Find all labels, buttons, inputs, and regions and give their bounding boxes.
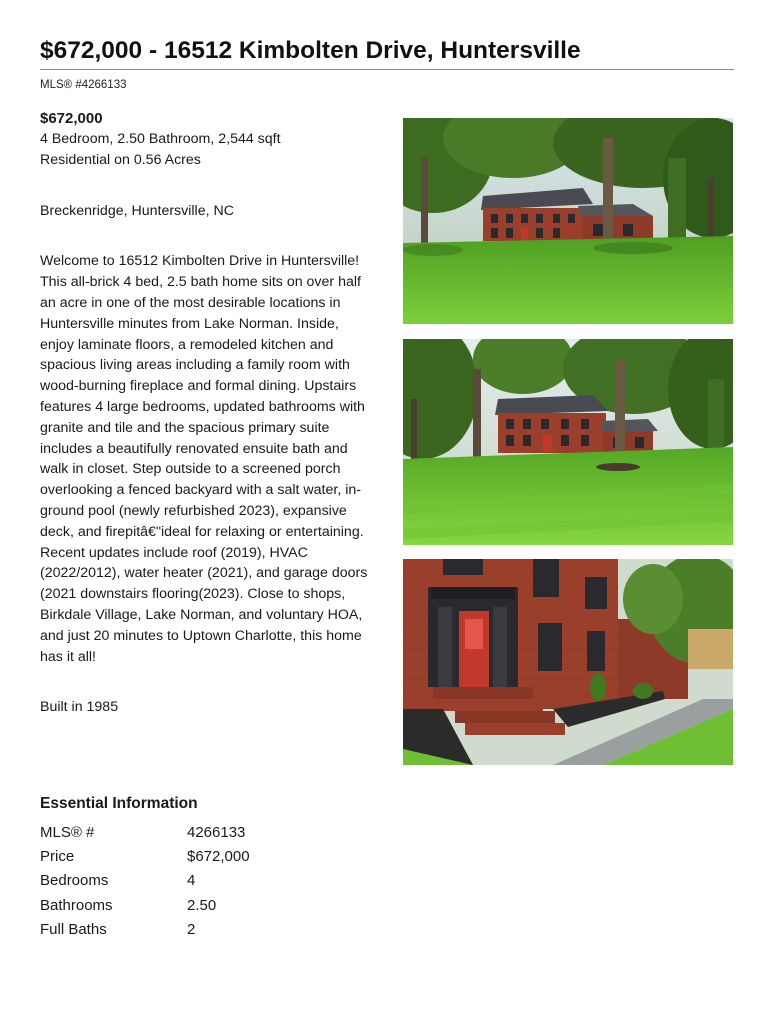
- listing-summary-beds-baths: 4 Bedroom, 2.50 Bathroom, 2,544 sqft: [40, 131, 281, 147]
- info-value: 2.50: [187, 896, 217, 914]
- listing-price: $672,000: [40, 110, 103, 127]
- info-value: 2: [187, 920, 196, 938]
- essential-heading: Essential Information: [40, 795, 198, 812]
- listing-description: Welcome to 16512 Kimbolten Drive in Huntersville! This all-brick 4 bed, 2.5 bath home sits on over half an acre in one of the most desirable locations in Huntersville minutes from Lake Norman. Inside, enjoy laminate floors, a remodeled kitchen and spacious living areas including a family room with wood-burning fireplace and formal dining. Upstairs features 4 large bedrooms, updated bathrooms with granite and tile and the spacious primary suite includes a beautifully renovated ensuite bath and walk in closet. Step outside to a screened porch overlooking a fenced backyard with a salt water, in-ground pool (newly refurbished 2023), expansive deck, and firepitâ€"ideal for relaxing or entertaining. Recent updates include roof (2019), HVAC (2022/2012), water heater (2021), and garage doors (2021 downstairs flooring(2023). Close to shops, Birkdale Village, Lake Norman, and voluntary HOA, and just 20 minutes to Uptown Charlotte, this home has it all!: [40, 253, 368, 665]
- mls-number: MLS® #4266133: [40, 79, 127, 91]
- property-photo-front-entry[interactable]: [403, 559, 733, 765]
- info-label: Bathrooms: [40, 896, 113, 914]
- info-value: 4: [187, 872, 196, 890]
- info-label: MLS® #: [40, 824, 95, 841]
- listing-year-built: Built in 1985: [40, 699, 119, 716]
- listing-details: [40, 109, 376, 718]
- info-value: 4266133: [187, 824, 246, 841]
- photo-front-exterior-image: [403, 118, 733, 324]
- info-row: [40, 821, 370, 845]
- photo-side-exterior-image: [403, 339, 733, 545]
- info-row: [40, 869, 370, 893]
- info-row: [40, 845, 370, 869]
- listing-summary-lot: Residential on 0.56 Acres: [40, 151, 201, 168]
- info-row: [40, 894, 370, 918]
- info-row: [40, 918, 370, 942]
- listing-location: Breckenridge, Huntersville, NC: [40, 202, 234, 219]
- info-label: Full Baths: [40, 920, 107, 938]
- page-title: $672,000 - 16512 Kimbolten Drive, Huntersville: [40, 37, 581, 64]
- info-label: Bedrooms: [40, 872, 109, 890]
- property-photo-front-exterior[interactable]: [403, 118, 733, 324]
- photo-front-entry-image: [403, 559, 733, 765]
- property-photo-side-exterior[interactable]: [403, 339, 733, 545]
- title-divider: [40, 69, 734, 70]
- info-value: $672,000: [187, 848, 250, 866]
- essential-information: [40, 793, 370, 942]
- info-label: Price: [40, 848, 75, 866]
